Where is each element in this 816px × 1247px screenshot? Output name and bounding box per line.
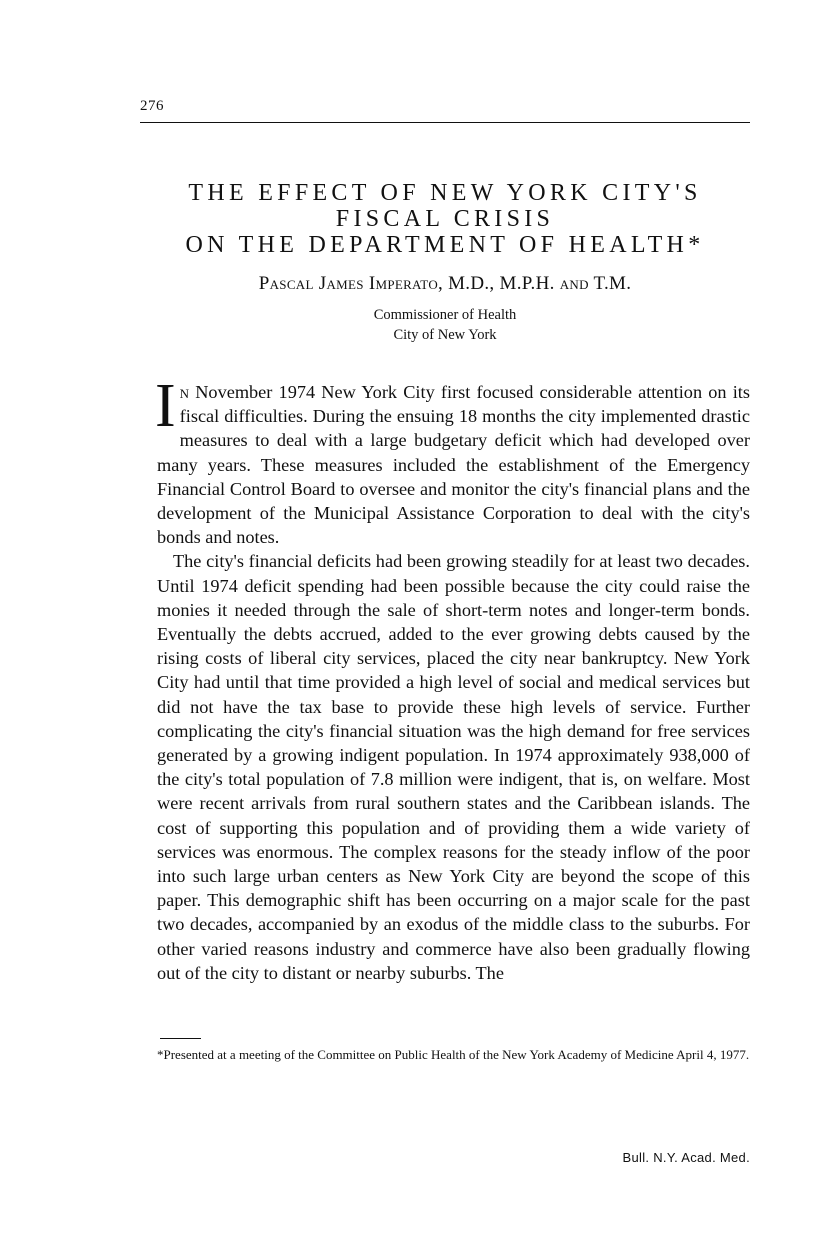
author-affiliation — [140, 305, 750, 345]
journal-name: Bull. N.Y. Acad. Med. — [622, 1150, 750, 1165]
paragraph: The city's financial deficits had been growing steadily for at least two decades. Until 1974 deficit spending had been possible because the city could raise the monies it needed through the sale of short-term notes and longer-term bonds. Eventually the debts accrued, added to the ever growing debts caused by the rising costs of liberal city services, placed the city near bankruptcy. New York City had until that time provided a high level of social and medical services but did not have the tax base to provide these high levels of service. Further complicating the city's financial situation was the high demand for free services generated by a growing indigent population. In 1974 approximately 938,000 of the city's total population of 7.8 million were indigent, that is, on welfare. Most were recent arrivals from rural southern states and the Caribbean islands. The cost of supporting this population and of providing them a wide variety of services was enormous. The complex reasons for the steady inflow of the poor into such large urban centers as New York City are beyond the scope of this paper. This demographic shift has been occurring on a major scale for the past two decades, accompanied by an exodus of the middle class to the suburbs. For other varied reasons industry and commerce have also been gradually flowing out of the city to distant or nearby suburbs. The — [157, 551, 750, 983]
affiliation-line: City of New York — [393, 327, 497, 343]
title-line: ON THE DEPARTMENT OF HEALTH* — [185, 232, 705, 258]
page-number: 276 — [140, 98, 164, 114]
paragraph-text: November 1974 New York City first focused considerable attention on its fiscal difficulties. During the ensuing 18 months the city implemented drastic measures to deal with a large budgetary deficit which had developed over many years. These measures included the establishment of the Emergency Financial Control Board to oversee and monitor the city's financial plans and the development of the Municipal Assistance Corporation to deal with the city's bonds and notes. — [157, 382, 750, 548]
header-rule — [140, 122, 750, 123]
affiliation-line: Commissioner of Health — [373, 307, 517, 323]
article-title — [140, 180, 750, 258]
author-name: Pascal James Imperato, M.D., M.P.H. and T.M. — [258, 273, 632, 294]
paragraph — [155, 372, 750, 549]
title-line: FISCAL CRISIS — [335, 206, 555, 232]
footnote-rule — [160, 1038, 201, 1039]
drop-cap: I — [155, 372, 176, 440]
footnote: *Presented at a meeting of the Committee on Public Health of the New York Academy of Medicine April 4, 1977. — [157, 1047, 750, 1062]
article-body — [155, 372, 750, 985]
title-line: THE EFFECT OF NEW YORK CITY'S — [188, 180, 702, 206]
first-word: n — [179, 382, 190, 402]
